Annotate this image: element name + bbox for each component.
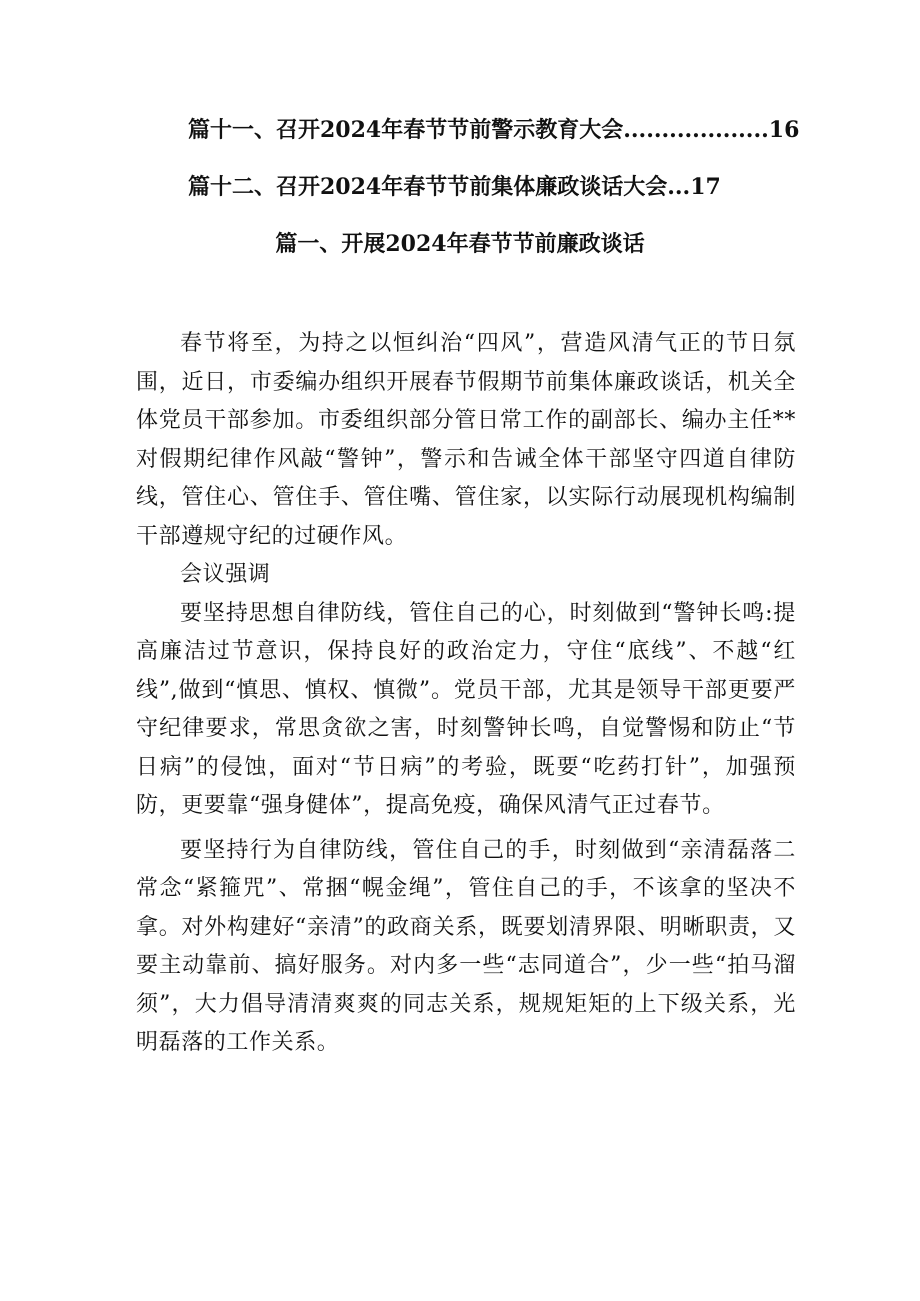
meeting-emphasis-label: 会议强调: [180, 562, 271, 587]
thought-discipline-paragraph: 要坚持思想自律防线，管住自己的心，时刻做到“警钟长鸣:提高廉洁过节意识，保持良好的政治定力，守住“底线”、不越“红线”,做到“慎思、慎权、慎微”。党员干部，尤其是领导干部更要严守纪律要求，常思贪欲之害，时刻警钟长鸣，自觉警惕和防止“节日病”的侵蚀，面对“节日病”的考验，既要“吃药打针”，加强预防，更要靠“强身健体”，提高免疫，确保风清气正过春节。: [136, 600, 796, 818]
behavior-discipline-paragraph: 要坚持行为自律防线，管住自己的手，时刻做到“亲清磊落二常念“紧箍咒”、常捆“幌金绳”，管住自己的手，不该拿的坚决不拿。对外构建好“亲清”的政商关系，既要划清界限、明晰职责，又要主动靠前、搞好服务。对内多一些“志同道合”，少一些“拍马溜须”，大力倡导清清爽爽的同志关系，规规矩矩的上下级关系，光明磊落的工作关系。: [136, 837, 796, 1055]
intro-paragraph: 春节将至，为持之以恒纠治“四风”，营造风清气正的节日氛围，近日，市委编办组织开展春节假期节前集体廉政谈话，机关全体党员干部参加。市委组织部分管日常工作的副部长、编办主任**对假期纪律作风敲“警钟”，警示和告诫全体干部坚守四道自律防线，管住心、管住手、管住嘴、管住家，以实际行动展现机构编制干部遵规守纪的过硬作风。: [136, 331, 796, 549]
toc-entry-12[interactable]: 篇十二、召开2024年春节节前集体廉政谈话大会...17: [188, 174, 721, 200]
section-heading: 篇一、开展2024年春节节前廉政谈话: [275, 231, 645, 257]
toc-entry-11[interactable]: 篇十一、召开2024年春节节前警示教育大会...................16: [188, 117, 800, 143]
article-body: [136, 325, 796, 1063]
